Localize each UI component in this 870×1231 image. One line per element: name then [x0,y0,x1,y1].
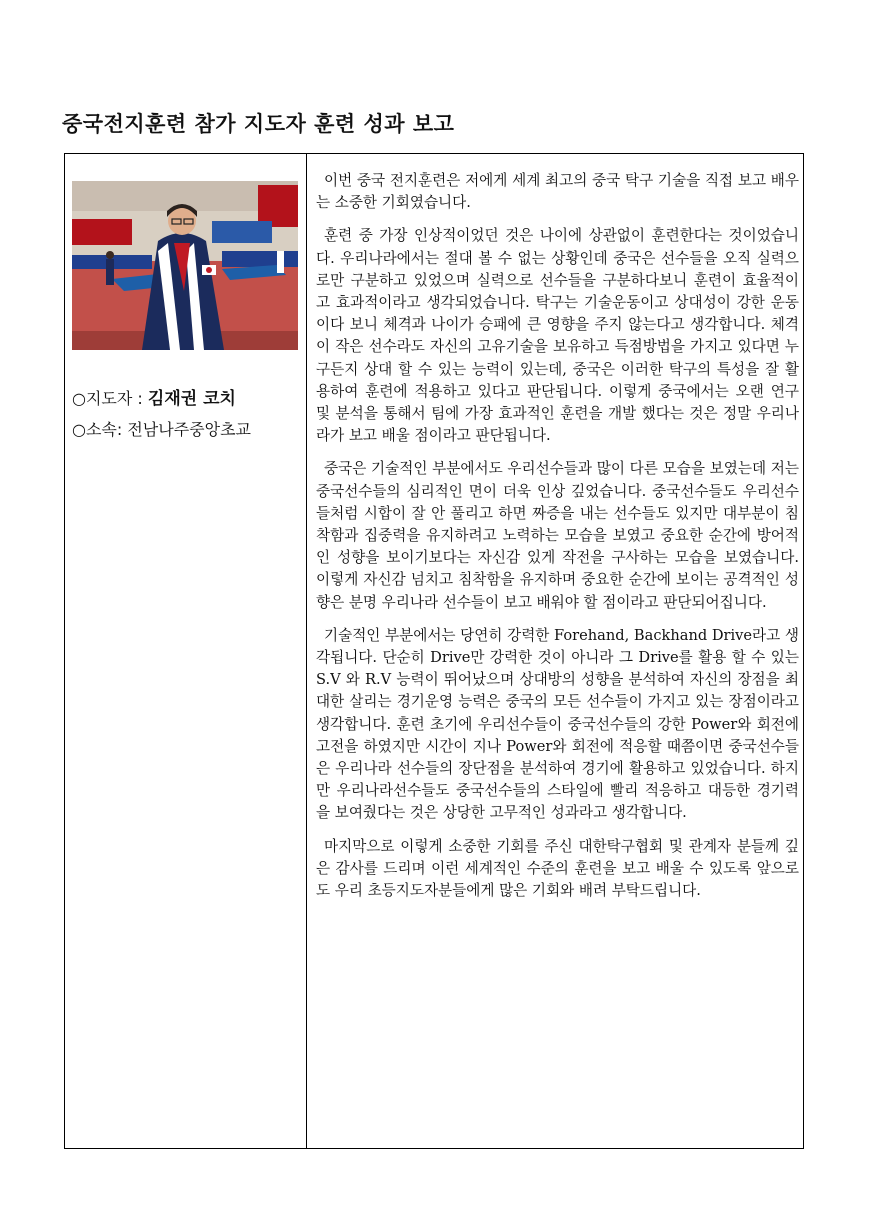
coach-photo [72,181,298,350]
report-title: 중국전지훈련 참가 지도자 훈련 성과 보고 [62,112,455,136]
paragraph-training: 훈련 중 가장 인상적이었던 것은 나이에 상관없이 훈련한다는 것이었습니다. 우리나라에서는 절대 볼 수 없는 상황인데 중국은 선수들을 오직 실력으로만 구분하고 있었으며 실력으로 선수들을 구분하다보니 훈련이 효율적이고 효과적이라고 생각되었습니다. 탁구는 기술운동이고 상대성이 강한 운동이다 보니 체격과 나이가 승패에 큰 영향을 주지 않는다고 생각합니다. 체격이 작은 선수라도 자신의 고유기술을 보유하고 득점방법을 가지고 있다면 누구든지 상대 할 수 있는 능력이 있는데, 중국은 이러한 탁구의 특성을 잘 활용하여 훈련에 적용하고 있다고 판단됩니다. 이렇게 중국에서는 오랜 연구 및 분석을 통해서 팀에 가장 효과적인 훈련을 개발 했다는 것은 정말 우리나라가 보고 배울 점이라고 판단됩니다. [316,227,799,445]
coach-name: 김재권 코치 [147,389,236,409]
report-body [316,170,799,913]
coach-info [72,384,304,409]
paragraph-intro: 이번 중국 전지훈련은 저에게 세계 최고의 중국 탁구 기술을 직접 보고 배우는 소중한 기회였습니다. [316,172,799,212]
coach-label: ○지도자 : [72,389,148,408]
paragraph-technique: 기술적인 부분에서는 당연히 강력한 Forehand, Backhand Drive라고 생각됩니다. 단순히 Drive만 강력한 것이 아니라 그 Drive를 활용 할 수 있는 S.V 와 R.V 능력이 뛰어났으며 상대방의 성향을 분석하여 자신의 장점을 최대한 살리는 경기운영 능력은 중국의 모든 선수들이 가지고 있는 장점이라고 생각합니다. 훈련 초기에 우리선수들이 중국선수들의 강한 Power와 회전에 고전을 하였지만 시간이 지나 Power와 회전에 적응할 때쯤이면 중국선수들은 우리나라 선수들의 장단점을 분석하여 경기에 활용하고 있었습니다. 하지만 우리나라선수들도 중국선수들의 스타일에 빨리 적응하고 대등한 경기력을 보여줬다는 것은 상당한 고무적인 성과라고 생각합니다. [316,626,799,822]
paragraph-closing: 마지막으로 이렇게 소중한 기회를 주신 대한탁구협회 및 관계자 분들께 깊은 감사를 드리며 이런 세계적인 수준의 훈련을 보고 배울 수 있도록 앞으로도 우리 초등지도자분들에게 많은 기회와 배려 부탁드립니다. [316,837,799,900]
coach-photo-icon [72,181,298,350]
paragraph-psychology: 중국은 기술적인 부분에서도 우리선수들과 많이 다른 모습을 보였는데 저는 중국선수들의 심리적인 면이 더욱 인상 깊었습니다. 중국선수들도 우리선수들처럼 시합이 잘 안 풀리고 하면 짜증을 내는 선수들도 있지만 대부분이 침착함과 집중력을 유지하려고 노력하는 모습을 보였고 중요한 순간에 방어적인 성향을 보이기보다는 자신감 있게 작전을 구사하는 모습을 보였습니다. 이렇게 자신감 넘치고 침착함을 유지하며 중요한 순간에 보이는 공격적인 성향은 분명 우리나라 선수들이 보고 배워야 할 점이라고 판단되어집니다. [316,460,799,611]
affiliation-info: ○소속: 전남나주중앙초교 [72,420,251,439]
table-divider [306,153,307,1149]
